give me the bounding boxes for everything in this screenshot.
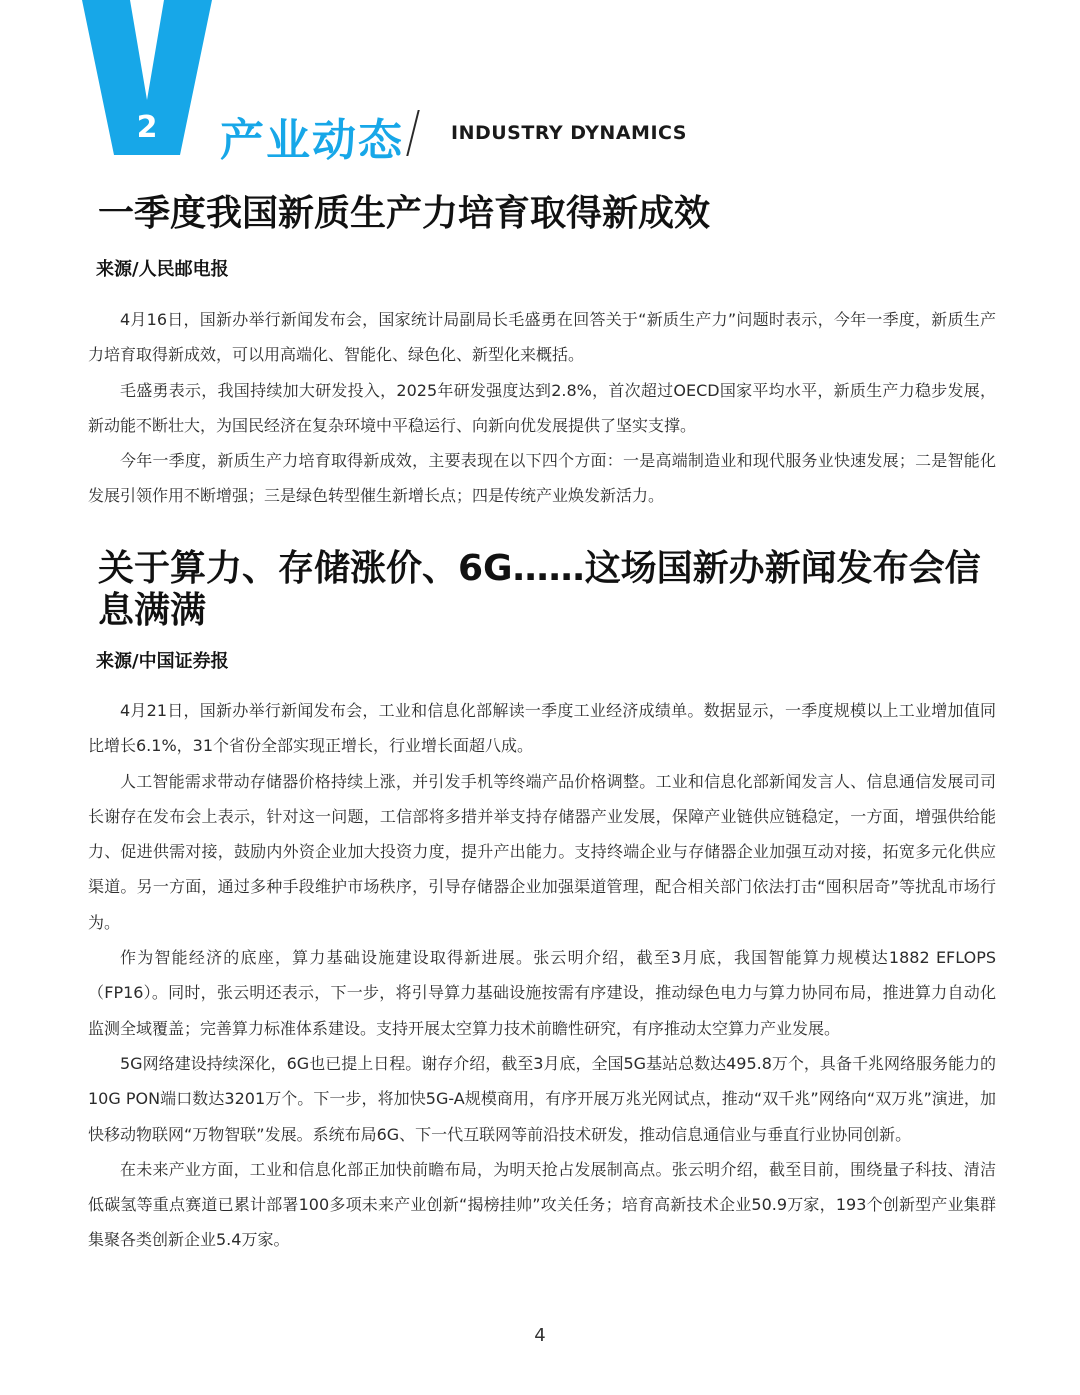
section-title: 产业动态 xyxy=(220,115,404,166)
section-title-en: INDUSTRY DYNAMICS xyxy=(451,122,687,144)
paragraph: 4月21日，国新办举行新闻发布会，工业和信息化部解读一季度工业经济成绩单。数据显示，一季度规模以上工业增加值同比增长6.1%，31个省份全部实现正增长，行业增长面超八成。 xyxy=(88,701,996,756)
paragraph: 5G网络建设持续深化，6G也已提上日程。谢存介绍，截至3月底，全国5G基站总数达495.8万个，具备千兆网络服务能力的10G PON端口数达3201万个。下一步，将加快5G-A规模商用，有序开展万兆光网试点，推动“双千兆”网络向“双万兆”演进，加快移动物联网“万物智联”发展。系统布局6G、下一代互联网等前沿技术研发，推动信息通信业与垂直行业协同创新。 xyxy=(88,1053,996,1144)
article-source: 来源/人民邮电报 xyxy=(96,259,229,280)
article-title: 关于算力、存储涨价、6G……这场国新办新闻发布会信息满满 xyxy=(98,548,981,631)
section-v-logo xyxy=(82,0,212,160)
paragraph: 作为智能经济的底座，算力基础设施建设取得新进展。张云明介绍，截至3月底，我国智能算力规模达1882 EFLOPS（FP16）。同时，张云明还表示，下一步，将引导算力基础设施按需有序建设，推动绿色电力与算力协同布局，推进算力自动化监测全域覆盖；完善算力标准体系建设。支持开展太空算力技术前瞻性研究，有序推动太空算力产业发展。 xyxy=(88,948,996,1038)
paragraph: 在未来产业方面，工业和信息化部正加快前瞻布局，为明天抢占发展制高点。张云明介绍，截至目前，围绕量子科技、清洁低碳氢等重点赛道已累计部署100多项未来产业创新“揭榜挂帅”攻关任务；培育高新技术企业50.9万家，193个创新型产业集群集聚各类创新企业5.4万家。 xyxy=(88,1159,996,1250)
title-divider xyxy=(406,110,419,156)
paragraph: 今年一季度，新质生产力培育取得新成效，主要表现在以下四个方面：一是高端制造业和现代服务业快速发展；二是智能化发展引领作用不断增强；三是绿色转型催生新增长点；四是传统产业焕发新活力。 xyxy=(88,451,996,506)
paragraph: 毛盛勇表示，我国持续加大研发投入，2025年研发强度达到2.8%，首次超过OECD国家平均水平，新质生产力稳步发展，新动能不断壮大，为国民经济在复杂环境中平稳运行、向新向优发展提供了坚实支撑。 xyxy=(88,380,996,435)
paragraph: 人工智能需求带动存储器价格持续上涨，并引发手机等终端产品价格调整。工业和信息化部新闻发言人、信息通信发展司司长谢存在发布会上表示，针对这一问题，工信部将多措并举支持存储器产业发展，保障产业链供应链稳定，一方面，增强供给能力、促进供需对接，鼓励内外资企业加大投资力度，提升产出能力。支持终端企业与存储器企业加强互动对接，拓宽多元化供应渠道。另一方面，通过多种手段维护市场秩序，引导存储器企业加强渠道管理，配合相关部门依法打击“囤积居奇”等扰乱市场行为。 xyxy=(88,771,996,932)
article-source: 来源/中国证券报 xyxy=(96,651,229,672)
article-body xyxy=(88,302,996,514)
badge-number: 2 xyxy=(136,110,158,145)
article-title: 一季度我国新质生产力培育取得新成效 xyxy=(98,193,711,234)
page-number: 4 xyxy=(534,1325,546,1346)
paragraph: 4月16日，国新办举行新闻发布会，国家统计局副局长毛盛勇在回答关于“新质生产力”问题时表示，今年一季度，新质生产力培育取得新成效，可以用高端化、智能化、绿色化、新型化来概括。 xyxy=(88,310,996,365)
article-body xyxy=(88,693,996,1258)
